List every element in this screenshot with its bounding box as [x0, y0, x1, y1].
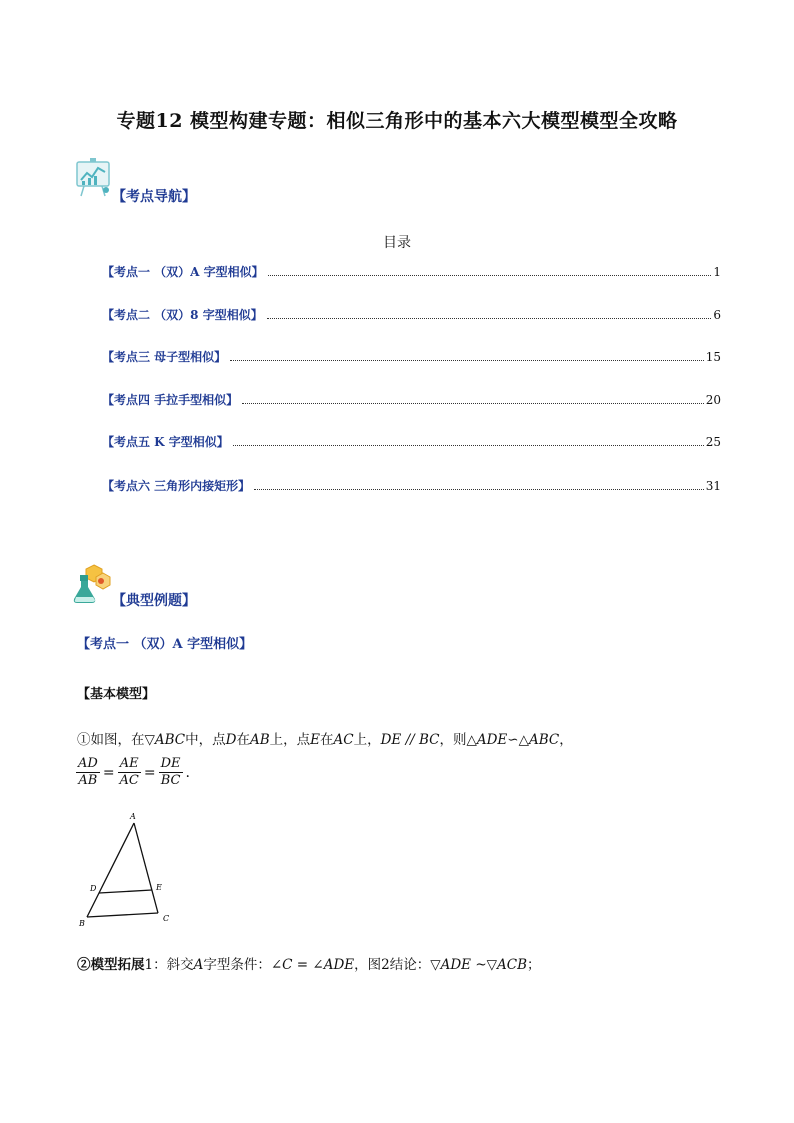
model-statement: ①如图，在▽ABC中，点D在AB上，点E在AC上，DE // BC，则△ADE∽△ABC，: [77, 732, 573, 748]
toc-entry[interactable]: [102, 348, 721, 366]
toc-entry[interactable]: [102, 391, 721, 409]
toc-leader: [242, 403, 704, 404]
basic-model-heading: 【基本模型】: [77, 687, 156, 702]
toc-entry-label: 【考点五 K 字型相似】: [102, 435, 229, 449]
toc-entry[interactable]: [102, 263, 721, 281]
toc-entry-page: 15: [705, 350, 721, 364]
toc-entry[interactable]: [102, 433, 721, 451]
toc-entry-page: 1: [713, 265, 721, 279]
toc-leader: [230, 360, 704, 361]
toc-leader: [268, 275, 712, 276]
toc-leader: [254, 489, 704, 490]
vertex-label-a: A: [130, 812, 136, 821]
toc-leader: [233, 445, 704, 446]
toc-entry-label: 【考点四 手拉手型相似】: [102, 393, 239, 407]
toc-entry-page: 6: [713, 308, 721, 322]
point1-heading: 【考点一 （双）A 字型相似】: [77, 637, 253, 652]
model-extension-statement: ②模型拓展1：斜交A字型条件：∠C = ∠ADE，图2结论：▽ADE ~▽ACB；: [77, 957, 541, 973]
examples-heading: 【典型例题】: [112, 593, 196, 609]
vertex-label-e: E: [156, 883, 162, 892]
toc-entry[interactable]: [102, 477, 721, 495]
fraction: $\frac{AD}{AB}$: [78, 756, 98, 788]
toc-entry[interactable]: [102, 306, 721, 324]
fraction: $\frac{DE}{BC}$: [160, 756, 181, 788]
toc-entry-label: 【考点三 母子型相似】: [102, 350, 227, 364]
toc-entry-page: 31: [705, 479, 721, 493]
nav-heading: 【考点导航】: [112, 189, 196, 205]
page-title: 专题12 模型构建专题：相似三角形中的基本六大模型模型全攻略: [116, 110, 678, 132]
vertex-label-c: C: [163, 914, 170, 923]
toc-entry-label: 【考点六 三角形内接矩形】: [102, 479, 251, 493]
toc-entry-label: 【考点二 （双）8 字型相似】: [102, 308, 263, 322]
presentation-board-icon: [74, 158, 114, 198]
science-flask-icon: [72, 563, 112, 605]
ratio-equation: $\frac{AD}{AB}$ = $\frac{AE}{AC}$ = $\frac{DE}{BC}$ .: [78, 756, 190, 788]
toc-entry-page: 25: [705, 435, 721, 449]
vertex-label-d: D: [90, 884, 97, 893]
toc-entry-label: 【考点一 （双）A 字型相似】: [102, 265, 264, 279]
toc-leader: [267, 318, 712, 319]
toc-title: 目录: [383, 235, 411, 251]
fraction: $\frac{AE}{AC}$: [119, 756, 139, 788]
vertex-label-b: B: [79, 919, 85, 928]
triangle-figure: [78, 810, 178, 935]
toc-entry-page: 20: [705, 393, 721, 407]
